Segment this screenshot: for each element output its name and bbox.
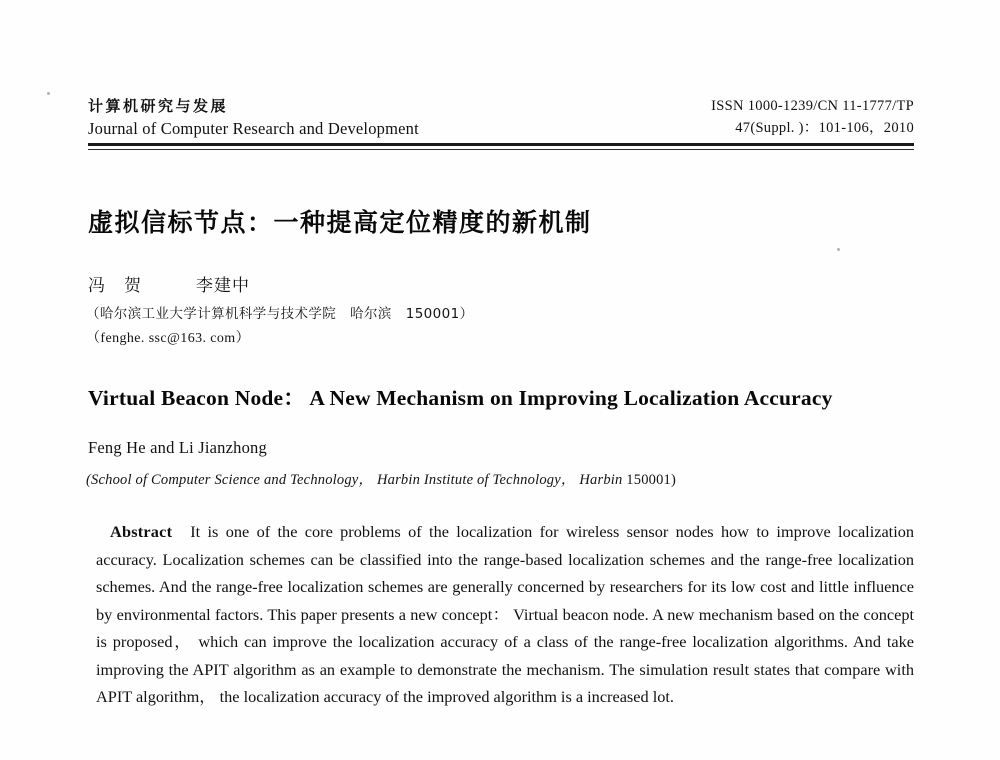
scan-artifact-speck [837, 248, 840, 251]
issn-number: ISSN 1000-1239/CN 11-1777/TP [711, 98, 914, 114]
journal-title-chinese: 计算机研究与发展 [88, 97, 229, 115]
journal-title-english: Journal of Computer Research and Development [88, 119, 419, 138]
authors-chinese: 冯 贺 李建中 [88, 276, 250, 296]
abstract-block [96, 518, 914, 711]
issue-identity [711, 96, 914, 139]
masthead-rule-thick [88, 143, 914, 146]
journal-identity [88, 96, 419, 140]
author-email: （fenghe. ssc@163. com） [86, 331, 250, 346]
masthead-rule-thin [88, 149, 914, 150]
abstract-label: Abstract [110, 522, 173, 541]
paper-title-chinese: 虚拟信标节点：一种提高定位精度的新机制 [88, 208, 592, 237]
affiliation-english-postcode: 150001) [626, 472, 677, 488]
affiliation-english-italic: (School of Computer Science and Technology， Harbin Institute of Technology， Harbin [86, 472, 627, 488]
authors-english: Feng He and Li Jianzhong [88, 438, 267, 457]
affiliation-english [86, 468, 676, 489]
scan-artifact-speck [47, 92, 50, 95]
masthead [88, 96, 914, 140]
affiliation-chinese: （哈尔滨工业大学计算机科学与技术学院 哈尔滨 150001） [86, 306, 474, 322]
volume-page-year: 47(Suppl. )：101-106，2010 [735, 120, 914, 136]
abstract-body: It is one of the core problems of the localization for wireless sensor nodes how to improve localization accuracy. Localization schemes can be classified into the range-based localization schemes and the range-free localization schemes. And the range-free localization schemes are generally concerned by researchers for its low cost and little influence by environmental factors. This paper presents a new concept： Virtual beacon node. A new mechanism based on the concept is proposed， which can improve the localization accuracy of a class of the range-free localization algorithms. And take improving the APIT algorithm as an example to demonstrate the mechanism. The simulation result states that compare with APIT algorithm， the localization accuracy of the improved algorithm is a increased lot. [96, 522, 914, 706]
paper-title-english: Virtual Beacon Node： A New Mechanism on Improving Localization Accuracy [88, 386, 833, 410]
